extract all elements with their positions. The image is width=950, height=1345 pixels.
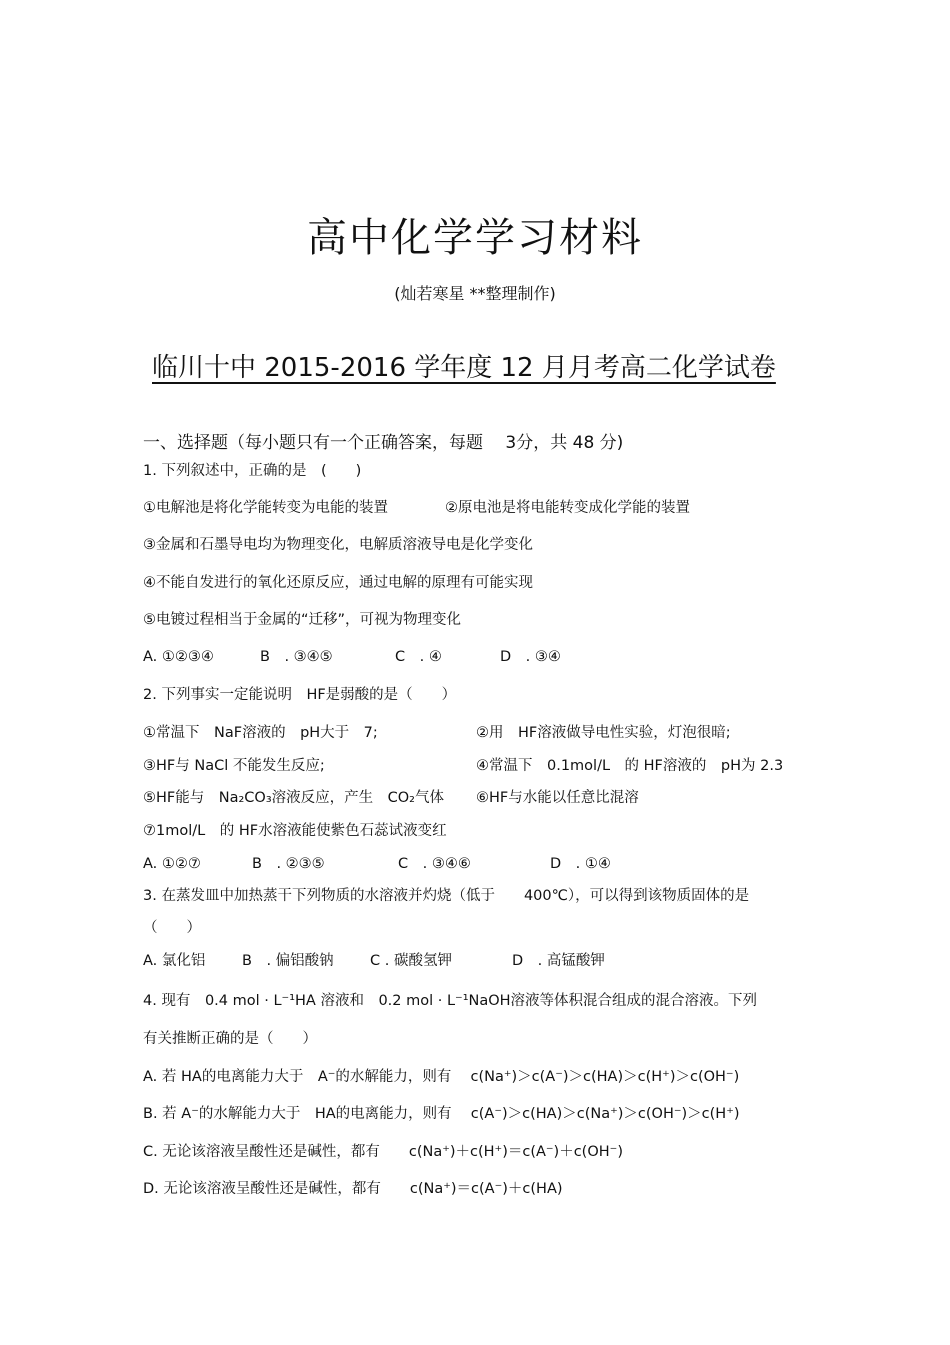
- q2-option-c: C . ③④⑥: [398, 856, 471, 872]
- q1-option-a: A. ①②③④: [143, 649, 214, 665]
- q4-option-a: A. 若 HA的电离能力大于 A⁻的水解能力，则有 c(Na⁺)＞c(A⁻)＞c(HA)＞c(H⁺)＞c(OH⁻): [143, 1069, 740, 1085]
- q3-answer-paren: （ ）: [143, 920, 201, 936]
- q4-option-b: B. 若 A⁻的水解能力大于 HA的电离能力，则有 c(A⁻)＞c(HA)＞c(Na⁺)＞c(OH⁻)＞c(H⁺): [143, 1106, 740, 1122]
- q1-option-d: D . ③④: [500, 649, 561, 665]
- q4-stem-line-2: 有关推断正确的是（ ）: [143, 1031, 317, 1047]
- page-subtitle: (灿若寒星 **整理制作): [394, 284, 556, 303]
- q3-option-b: B . 偏铝酸钠: [242, 953, 334, 969]
- q1-statement-2: ②原电池是将电能转变成化学能的装置: [445, 500, 690, 516]
- q3-stem: 3. 在蒸发皿中加热蒸干下列物质的水溶液并灼烧（低于 400℃），可以得到该物质固体的是: [143, 888, 750, 904]
- q3-option-a: A. 氯化铝: [143, 953, 206, 969]
- q1-stem: 1. 下列叙述中，正确的是 ( ): [143, 463, 362, 479]
- q2-statement-6: ⑥HF与水能以任意比混溶: [476, 790, 639, 806]
- q2-statement-4: ④常温下 0.1mol/L 的 HF溶液的 pH为 2.3: [476, 758, 784, 774]
- page-title: 高中化学学习材料: [307, 215, 643, 261]
- q2-stem: 2. 下列事实一定能说明 HF是弱酸的是（ ）: [143, 687, 457, 703]
- q2-statement-2: ②用 HF溶液做导电性实验，灯泡很暗;: [476, 725, 731, 741]
- q1-option-b: B . ③④⑤: [260, 649, 333, 665]
- q2-option-b: B . ②③⑤: [252, 856, 325, 872]
- q3-option-c: C . 碳酸氢钾: [370, 953, 452, 969]
- q4-stem-line-1: 4. 现有 0.4 mol · L⁻¹HA 溶液和 0.2 mol · L⁻¹NaOH溶液等体积混合组成的混合溶液。下列: [143, 993, 758, 1009]
- q1-statement-4: ④不能自发进行的氧化还原反应，通过电解的原理有可能实现: [143, 575, 533, 591]
- q1-statement-5: ⑤电镀过程相当于金属的“迁移”，可视为物理变化: [143, 612, 462, 628]
- exam-title: 临川十中 2015-2016 学年度 12 月月考高二化学试卷: [152, 353, 776, 383]
- q3-option-d: D . 高锰酸钾: [512, 953, 605, 969]
- q4-option-d: D. 无论该溶液呈酸性还是碱性，都有 c(Na⁺)＝c(A⁻)＋c(HA): [143, 1181, 563, 1197]
- q2-statement-5: ⑤HF能与 Na₂CO₃溶液反应，产生 CO₂气体: [143, 790, 444, 806]
- q2-statement-7: ⑦1mol/L 的 HF水溶液能使紫色石蕊试液变红: [143, 823, 447, 839]
- q1-statement-1: ①电解池是将化学能转变为电能的装置: [143, 500, 388, 516]
- q2-statement-1: ①常温下 NaF溶液的 pH大于 7;: [143, 725, 378, 741]
- q4-option-c: C. 无论该溶液呈酸性还是碱性，都有 c(Na⁺)＋c(H⁺)＝c(A⁻)＋c(OH⁻): [143, 1144, 623, 1160]
- q1-statement-3: ③金属和石墨导电均为物理变化，电解质溶液导电是化学变化: [143, 537, 533, 553]
- section-heading: 一、选择题（每小题只有一个正确答案，每题 3分，共 48 分): [143, 433, 624, 453]
- q2-option-d: D . ①④: [550, 856, 611, 872]
- q2-statement-3: ③HF与 NaCl 不能发生反应;: [143, 758, 325, 774]
- q1-option-c: C . ④: [395, 649, 442, 665]
- q2-option-a: A. ①②⑦: [143, 856, 201, 872]
